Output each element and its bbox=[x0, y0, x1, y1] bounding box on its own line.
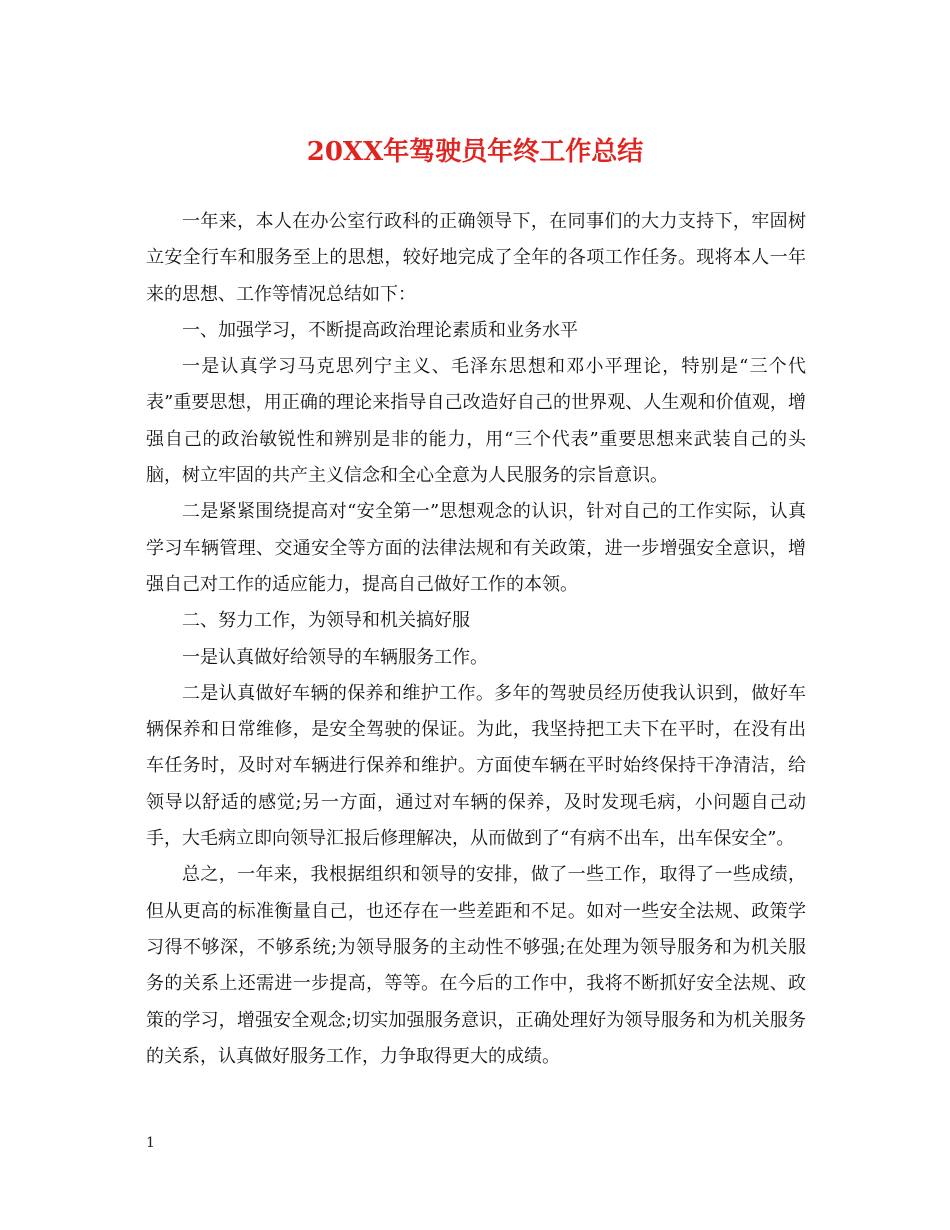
paragraph-intro: 一年来，本人在办公室行政科的正确领导下，在同事们的大力支持下，牢固树立安全行车和服务至上的思想，较好地完成了全年的各项工作任务。现将本人一年来的思想、工作等情况总结如下： bbox=[146, 211, 806, 305]
paragraph-theory-study: 一是认真学习马克思列宁主义、毛泽东思想和邓小平理论，特别是“三个代表”重要思想，用正确的理论来指导自己改造好自己的世界观、人生观和价值观，增强自己的政治敏锐性和辨别是非的能力，用“三个代表”重要思想来武装自己的头脑，树立牢固的共产主义信念和全心全意为人民服务的宗旨意识。 bbox=[146, 356, 806, 487]
document-title: 20XX年驾驶员年终工作总结 bbox=[306, 137, 644, 167]
document-body bbox=[146, 204, 806, 1075]
section-heading-2: 二、努力工作，为领导和机关搞好服 bbox=[182, 610, 470, 632]
paragraph-vehicle-maintenance: 二是认真做好车辆的保养和维护工作。多年的驾驶员经历使我认识到，做好车辆保养和日常维修，是安全驾驶的保证。为此，我坚持把工夫下在平时，在没有出车任务时，及时对车辆进行保养和维护。方面使车辆在平时始终保持干净清洁，给领导以舒适的感觉;另一方面，通过对车辆的保养，及时发现毛病，小问题自己动手，大毛病立即向领导汇报后修理解决，从而做到了“有病不出车，出车保安全”。 bbox=[146, 682, 806, 850]
paragraph-conclusion: 总之，一年来，我根据组织和领导的安排，做了一些工作，取得了一些成绩，但从更高的标准衡量自己，也还存在一些差距和不足。如对一些安全法规、政策学习得不够深，不够系统;为领导服务的主动性不够强;在处理为领导服务和为机关服务的关系上还需进一步提高，等等。在今后的工作中，我将不断抓好安全法规、政策的学习，增强安全观念;切实加强服务意识，正确处理好为领导服务和为机关服务的关系，认真做好服务工作，力争取得更大的成绩。 bbox=[146, 864, 806, 1067]
paragraph-safety-study: 二是紧紧围绕提高对“安全第一”思想观念的认识，针对自己的工作实际，认真学习车辆管理、交通安全等方面的法律法规和有关政策，进一步增强安全意识，增强自己对工作的适应能力，提高自己做好工作的本领。 bbox=[146, 501, 806, 595]
section-heading-1: 一、加强学习，不断提高政治理论素质和业务水平 bbox=[182, 319, 578, 341]
paragraph-vehicle-service: 一是认真做好给领导的车辆服务工作。 bbox=[182, 646, 488, 668]
page-number: 1 bbox=[146, 1135, 155, 1151]
